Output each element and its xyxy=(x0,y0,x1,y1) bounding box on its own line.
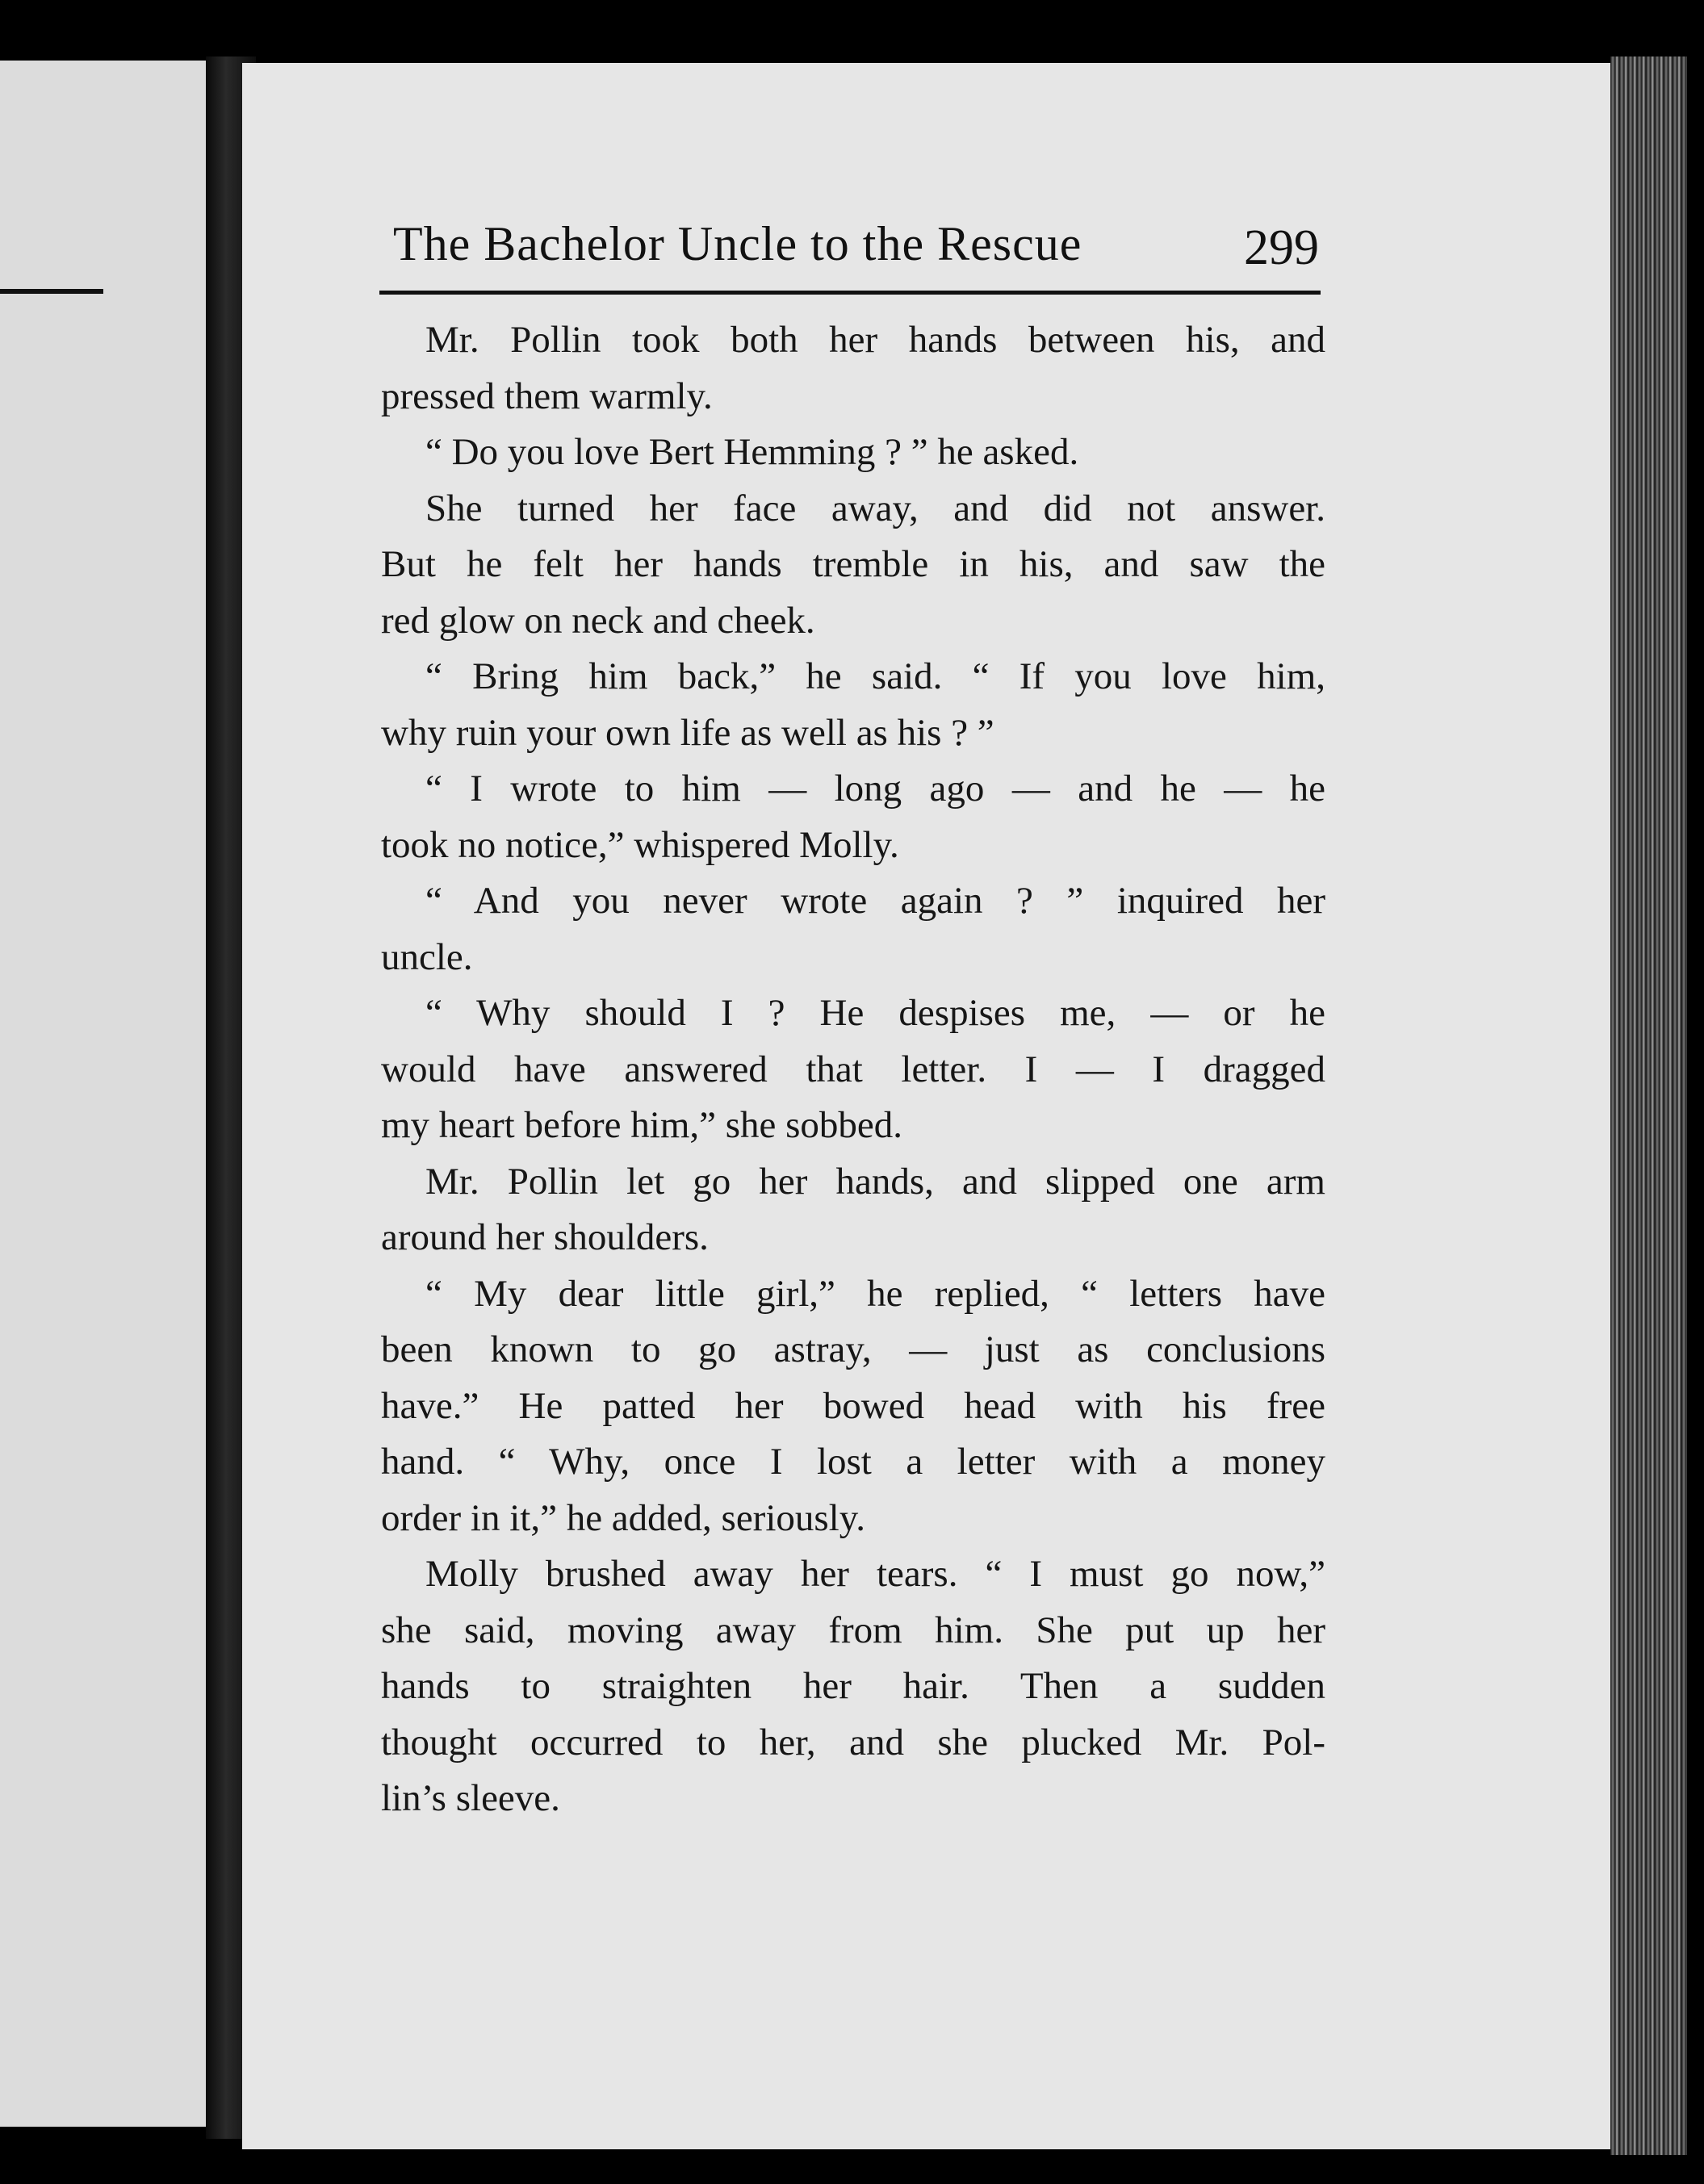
text-line: She turned her face away, and did not answer. xyxy=(425,487,1325,529)
text-line: have.” He patted her bowed head with his free xyxy=(381,1384,1325,1427)
left-page-header-rule xyxy=(0,289,103,294)
text-line: would have answered that letter. I — I dragged xyxy=(381,1048,1325,1090)
text-line: “ And you never wrote again ? ” inquired her xyxy=(425,880,1325,922)
text-line: Molly brushed away her tears. “ I must go now,” xyxy=(425,1553,1325,1595)
text-line: red glow on neck and cheek. xyxy=(381,599,815,642)
text-line: “ Do you love Bert Hemming ? ” he asked. xyxy=(425,431,1079,473)
text-line: why ruin your own life as well as his ? ” xyxy=(381,711,994,754)
text-line: “ My dear little girl,” he replied, “ letters have xyxy=(425,1272,1325,1315)
header-rule xyxy=(379,291,1321,295)
text-line: lin’s sleeve. xyxy=(381,1777,560,1819)
text-line: But he felt her hands tremble in his, and saw the xyxy=(381,543,1325,585)
text-line: Mr. Pollin took both her hands between his, and xyxy=(425,319,1325,361)
text-line: been known to go astray, — just as conclusions xyxy=(381,1328,1325,1370)
text-line: uncle. xyxy=(381,935,473,978)
text-line: hands to straighten her hair. Then a sudden xyxy=(381,1665,1325,1707)
text-line: my heart before him,” she sobbed. xyxy=(381,1104,903,1146)
text-line: thought occurred to her, and she plucked Mr. Pol- xyxy=(381,1721,1325,1764)
left-facing-page xyxy=(0,61,230,2127)
page-edges xyxy=(1610,56,1687,2155)
text-line: “ Bring him back,” he said. “ If you love him, xyxy=(425,655,1325,697)
running-head xyxy=(381,216,1319,289)
text-line: Mr. Pollin let go her hands, and slipped one arm xyxy=(425,1160,1325,1203)
text-line: “ I wrote to him — long ago — and he — he xyxy=(425,768,1325,810)
text-line: hand. “ Why, once I lost a letter with a money xyxy=(381,1441,1325,1483)
text-line: order in it,” he added, seriously. xyxy=(381,1496,865,1539)
body-text xyxy=(381,312,1325,1827)
text-line: “ Why should I ? He despises me, — or he xyxy=(425,992,1325,1034)
text-line: took no notice,” whispered Molly. xyxy=(381,823,899,866)
text-line: she said, moving away from him. She put up her xyxy=(381,1609,1325,1651)
text-line: pressed them warmly. xyxy=(381,374,713,417)
page-number: 299 xyxy=(1244,220,1319,275)
running-title: The Bachelor Uncle to the Rescue xyxy=(393,217,1082,270)
text-line: around her shoulders. xyxy=(381,1216,709,1258)
